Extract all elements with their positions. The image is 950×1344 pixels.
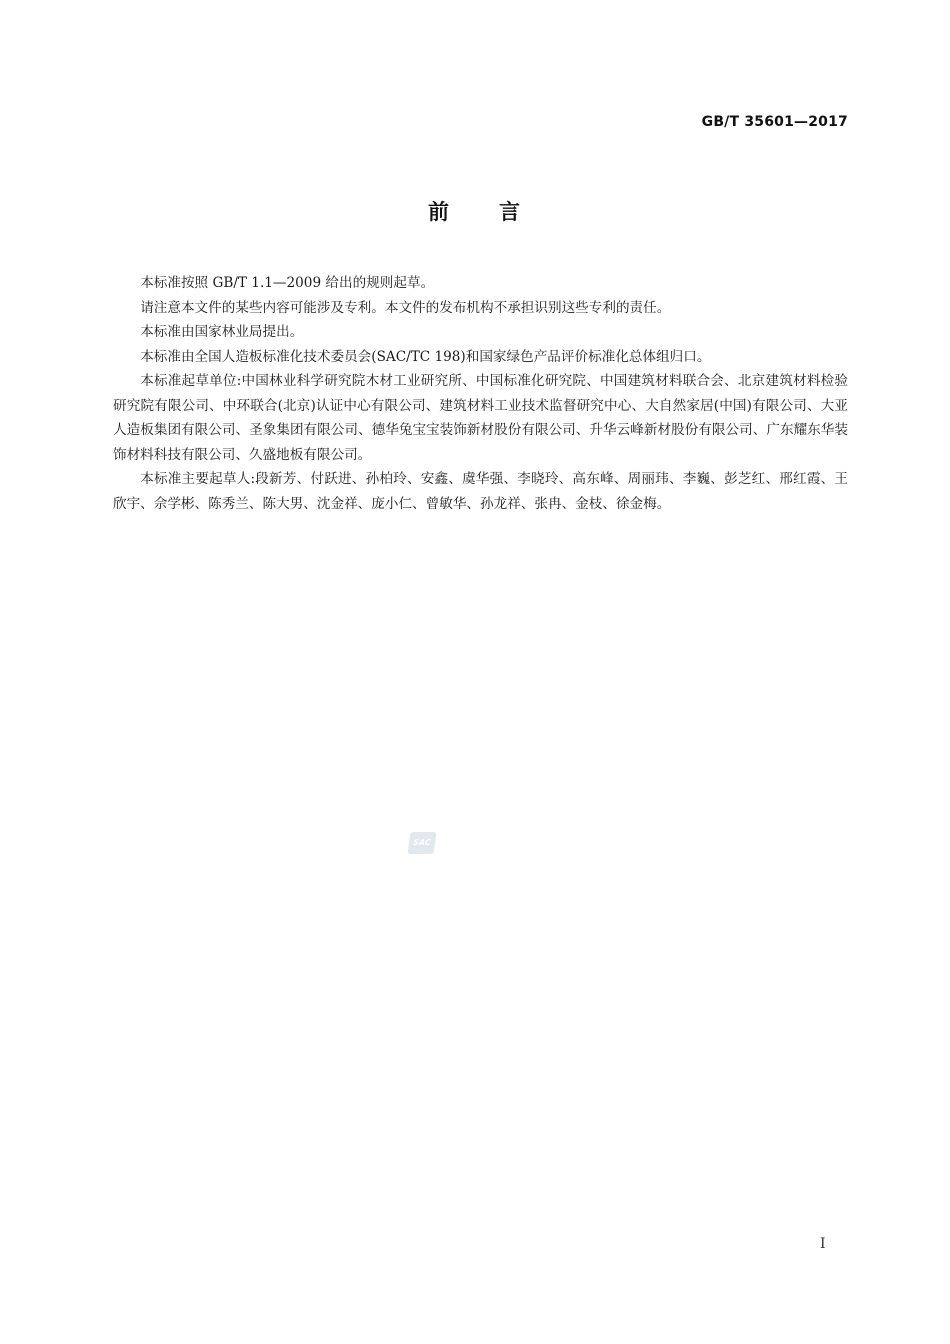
page-title	[0, 196, 950, 226]
page-title-part2: 言	[499, 200, 522, 224]
standard-number: GB/T 35601—2017	[701, 114, 848, 130]
paragraph-drafting-units: 本标准起草单位:中国林业科学研究院木材工业研究所、中国标准化研究院、中国建筑材料联合会、北京建筑材料检验研究院有限公司、中环联合(北京)认证中心有限公司、建筑材料工业技术监督研究中心、大自然家居(中国)有限公司、大亚人造板集团有限公司、圣象集团有限公司、德华兔宝宝装饰新材股份有限公司、升华云峰新材股份有限公司、广东耀东华装饰材料科技有限公司、久盛地板有限公司。	[113, 373, 848, 463]
paragraph-patent-notice: 请注意本文件的某些内容可能涉及专利。本文件的发布机构不承担识别这些专利的责任。	[140, 299, 671, 316]
sac-watermark-logo	[407, 832, 436, 854]
paragraph-proposer: 本标准由国家林业局提出。	[140, 324, 304, 340]
paragraph-administrator: 本标准由全国人造板标准化技术委员会(SAC/TC 198)和国家绿色产品评价标准化总体组归口。	[140, 348, 711, 365]
paragraph-drafting-rules: 本标准按照 GB/T 1.1—2009 给出的规则起草。	[140, 275, 435, 291]
page-title-part1: 前	[428, 200, 451, 224]
paragraph-drafters: 本标准主要起草人:段新芳、付跃进、孙柏玲、安鑫、虞华强、李晓玲、高东峰、周丽玮、李巍、彭芝红、邢红霞、王欣宇、佘学彬、陈秀兰、陈大男、沈金祥、庞小仁、曾敏华、孙龙祥、张冉、金枝、徐金梅。	[113, 471, 848, 512]
foreword-body	[113, 271, 848, 516]
sac-watermark-text: SAC	[412, 838, 432, 847]
page-number: I	[820, 1236, 826, 1252]
